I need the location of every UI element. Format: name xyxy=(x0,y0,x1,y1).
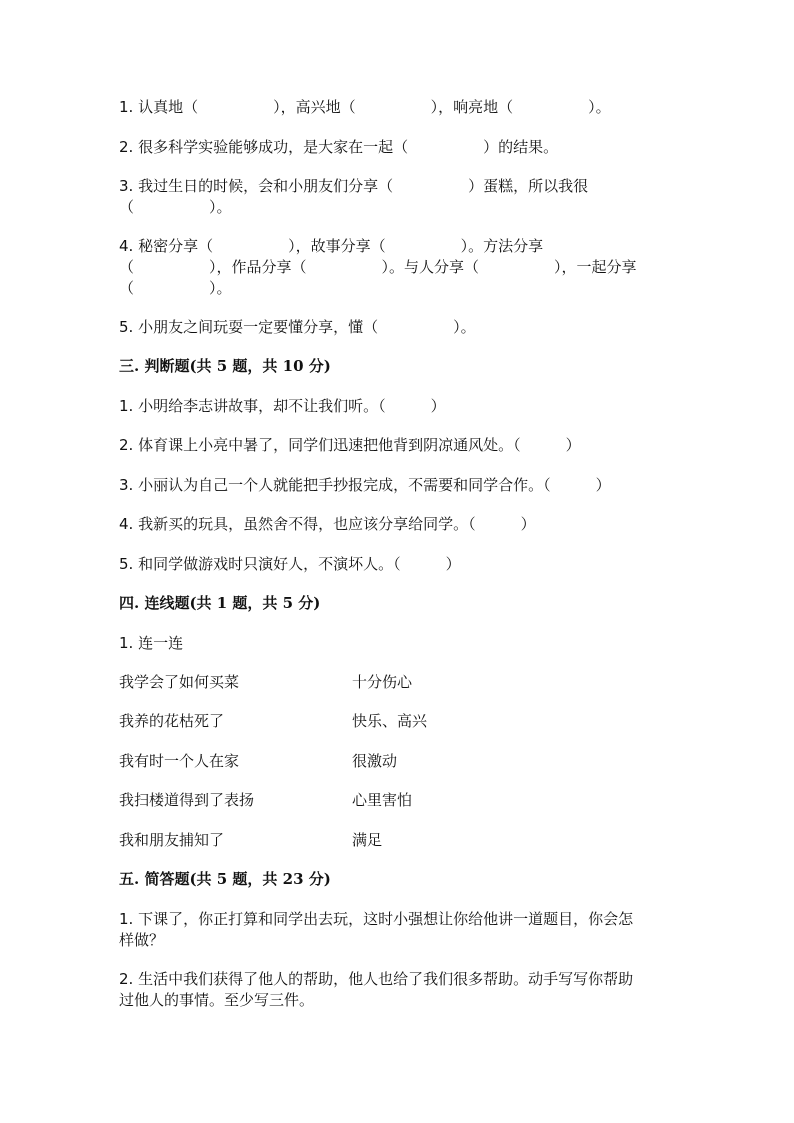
fill-blank-q3-line2: （ ）。 xyxy=(119,198,232,216)
match-right-item: 快乐、高兴 xyxy=(352,712,428,730)
judge-item: 4. 我新买的玩具，虽然舍不得，也应该分享给同学。（ ） xyxy=(119,515,536,533)
judge-item: 3. 小丽认为自己一个人就能把手抄报完成，不需要和同学合作。（ ） xyxy=(119,476,611,494)
fill-blank-q4-line3: （ ）。 xyxy=(119,279,232,297)
judge-item: 1. 小明给李志讲故事，却不让我们听。（ ） xyxy=(119,397,446,415)
fill-blank-q4-line1: 4. 秘密分享（ ），故事分享（ ）。方法分享 xyxy=(119,237,544,255)
judge-item: 5. 和同学做游戏时只演好人，不演坏人。（ ） xyxy=(119,555,461,573)
match-left-item: 我和朋友捕知了 xyxy=(119,831,225,849)
section4-heading: 四. 连线题(共 1 题，共 5 分) xyxy=(119,594,321,612)
section5-heading: 五. 简答题(共 5 题，共 23 分) xyxy=(119,870,331,888)
match-left-item: 我有时一个人在家 xyxy=(119,752,240,770)
match-right-item: 很激动 xyxy=(352,752,398,770)
fill-blank-q3-line1: 3. 我过生日的时候，会和小朋友们分享（ ）蛋糕，所以我很 xyxy=(119,177,589,195)
match-left-item: 我养的花枯死了 xyxy=(119,712,225,730)
match-left-item: 我扫楼道得到了表扬 xyxy=(119,791,255,809)
fill-blank-q5: 5. 小朋友之间玩耍一定要懂分享，懂（ ）。 xyxy=(119,318,476,336)
matching-prompt: 1. 连一连 xyxy=(119,634,184,652)
short-answer-q1-line1: 1. 下课了，你正打算和同学出去玩，这时小强想让你给他讲一道题目，你会怎 xyxy=(119,910,634,928)
match-left-item: 我学会了如何买菜 xyxy=(119,673,240,691)
section3-heading: 三. 判断题(共 5 题，共 10 分) xyxy=(119,357,331,375)
judge-item: 2. 体育课上小亮中暑了，同学们迅速把他背到阴凉通风处。（ ） xyxy=(119,436,581,454)
fill-blank-q2: 2. 很多科学实验能够成功，是大家在一起（ ）的结果。 xyxy=(119,138,559,156)
fill-blank-q4-line2: （ ），作品分享（ ）。与人分享（ ），一起分享 xyxy=(119,258,637,276)
short-answer-q2-line1: 2. 生活中我们获得了他人的帮助，他人也给了我们很多帮助。动手写写你帮助 xyxy=(119,970,634,988)
short-answer-q1-line2: 样做？ xyxy=(119,931,165,949)
match-right-item: 十分伤心 xyxy=(352,673,413,691)
short-answer-q2-line2: 过他人的事情。至少写三件。 xyxy=(119,991,315,1009)
fill-blank-q1: 1. 认真地（ ），高兴地（ ），响亮地（ ）。 xyxy=(119,98,611,116)
match-right-item: 满足 xyxy=(352,831,383,849)
match-right-item: 心里害怕 xyxy=(352,791,413,809)
